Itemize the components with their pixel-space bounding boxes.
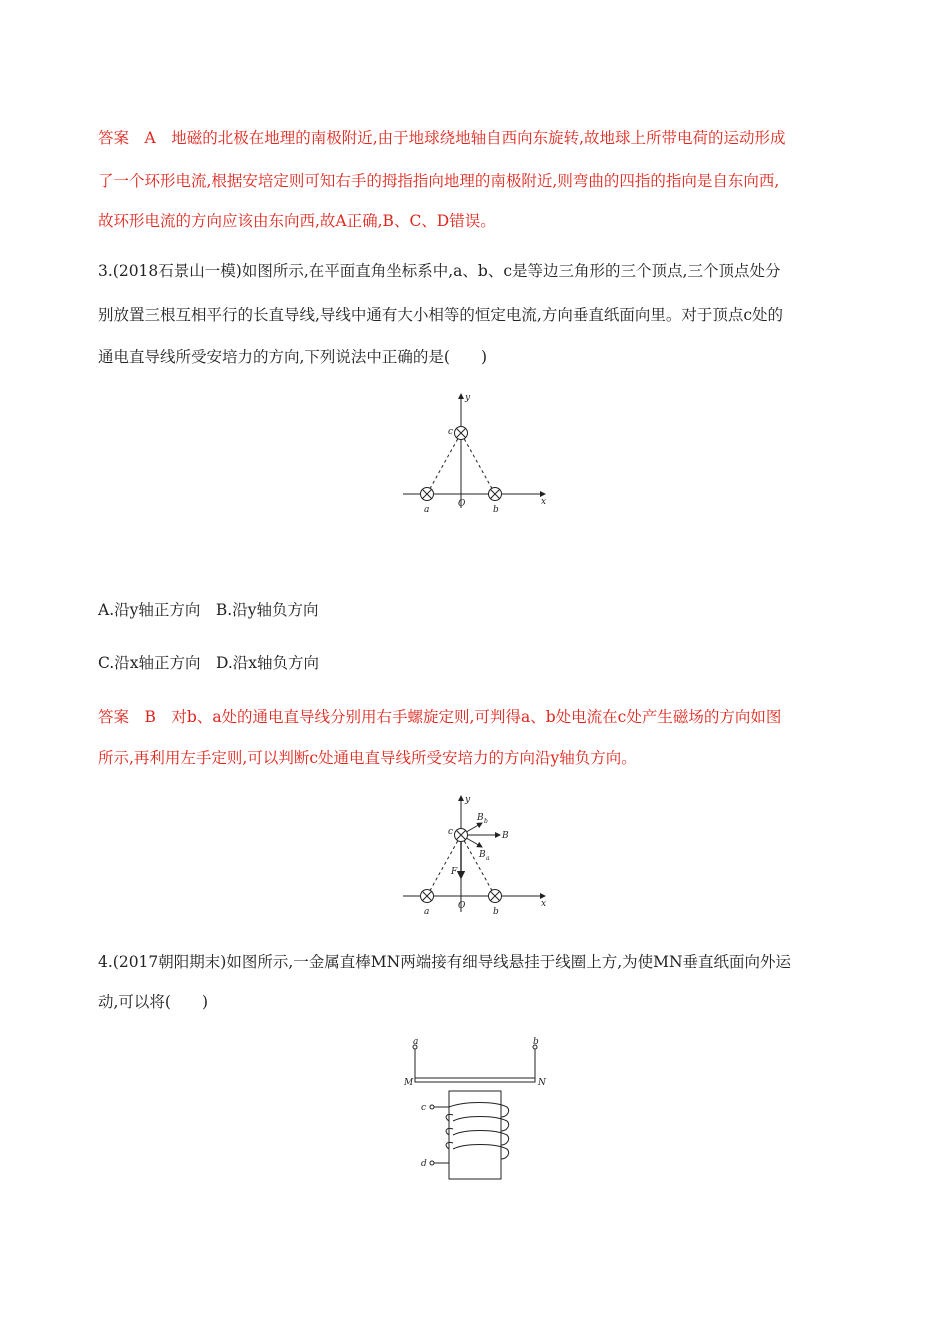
dashed-side-ac bbox=[427, 835, 461, 896]
label-c: c bbox=[448, 427, 454, 437]
question-3-figure bbox=[395, 388, 555, 518]
label-f: F bbox=[451, 867, 458, 877]
label-x: x bbox=[541, 497, 547, 507]
answer-3-line-2: 所示,再利用左手定则,可以判断c处通电直导线所受安培力的方向沿y轴负方向。 bbox=[98, 749, 637, 767]
question-3-line-1: 3.(2018石景山一模)如图所示,在平面直角坐标系中,a、b、c是等边三角形的三个顶点,三个顶点处分 bbox=[98, 262, 781, 280]
question-3-line-2: 别放置三根互相平行的长直导线,导线中通有大小相等的恒定电流,方向垂直纸面向里。对于顶点c处的 bbox=[98, 306, 784, 324]
dashed-side-ac bbox=[427, 433, 461, 494]
label-y: y bbox=[465, 393, 471, 403]
label-origin: O bbox=[458, 901, 466, 911]
label-b-a-sub: a bbox=[486, 855, 490, 862]
label-a: a bbox=[424, 505, 430, 515]
answer-2-line-2: 了一个环形电流,根据安培定则可知右手的拇指指向地理的南极附近,则弯曲的四指的指向是自东向西, bbox=[98, 172, 780, 190]
option-row-1: A.沿y轴正方向 B.沿y轴负方向 bbox=[98, 601, 319, 619]
label-c: c bbox=[421, 1103, 427, 1113]
metal-rod-mn bbox=[415, 1078, 535, 1082]
label-b: b bbox=[493, 907, 499, 917]
label-a: a bbox=[413, 1037, 419, 1047]
wire-a-cross-icon bbox=[421, 890, 434, 903]
label-b: b bbox=[493, 505, 499, 515]
label-b: b bbox=[533, 1037, 539, 1047]
label-a: a bbox=[424, 907, 430, 917]
label-n: N bbox=[538, 1078, 546, 1088]
question-4-line-1: 4.(2017朝阳期末)如图所示,一金属直棒MN两端接有细导线悬挂于线圈上方,为使MN垂直纸面向外运 bbox=[98, 953, 792, 971]
label-b-a: B bbox=[479, 850, 486, 860]
question-3-line-3: 通电直导线所受安培力的方向,下列说法中正确的是( ) bbox=[98, 348, 488, 366]
answer-3-line-1: 答案 B 对b、a处的通电直导线分别用右手螺旋定则,可判得a、b处电流在c处产生磁场的方向如图 bbox=[98, 708, 782, 726]
answer-2-line-1: 答案 A 地磁的北极在地理的南极附近,由于地球绕地轴自西向东旋转,故地球上所带电荷的运动形成 bbox=[98, 129, 786, 147]
answer-3-figure bbox=[395, 790, 555, 920]
label-b-total: B bbox=[502, 831, 509, 841]
label-d: d bbox=[421, 1159, 427, 1169]
label-b-b-sub: b bbox=[484, 818, 488, 825]
label-y: y bbox=[465, 795, 471, 805]
question-4-figure bbox=[395, 1035, 555, 1185]
label-origin: O bbox=[458, 499, 466, 509]
label-c: c bbox=[448, 827, 454, 837]
label-m: M bbox=[404, 1078, 414, 1088]
option-row-2: C.沿x轴正方向 D.沿x轴负方向 bbox=[98, 654, 320, 672]
wire-b-cross-icon bbox=[489, 488, 502, 501]
wire-c-cross-icon bbox=[455, 427, 468, 440]
wire-b-cross-icon bbox=[489, 890, 502, 903]
label-b-b: B bbox=[477, 813, 484, 823]
dashed-side-bc bbox=[461, 433, 495, 494]
wire-c-cross-icon bbox=[455, 829, 468, 842]
wire-a-cross-icon bbox=[421, 488, 434, 501]
terminal-c-icon bbox=[430, 1105, 434, 1109]
answer-2-line-3: 故环形电流的方向应该由东向西,故A正确,B、C、D错误。 bbox=[98, 212, 496, 230]
question-4-line-2: 动,可以将( ) bbox=[98, 993, 209, 1011]
terminal-d-icon bbox=[430, 1161, 434, 1165]
label-x: x bbox=[541, 899, 547, 909]
